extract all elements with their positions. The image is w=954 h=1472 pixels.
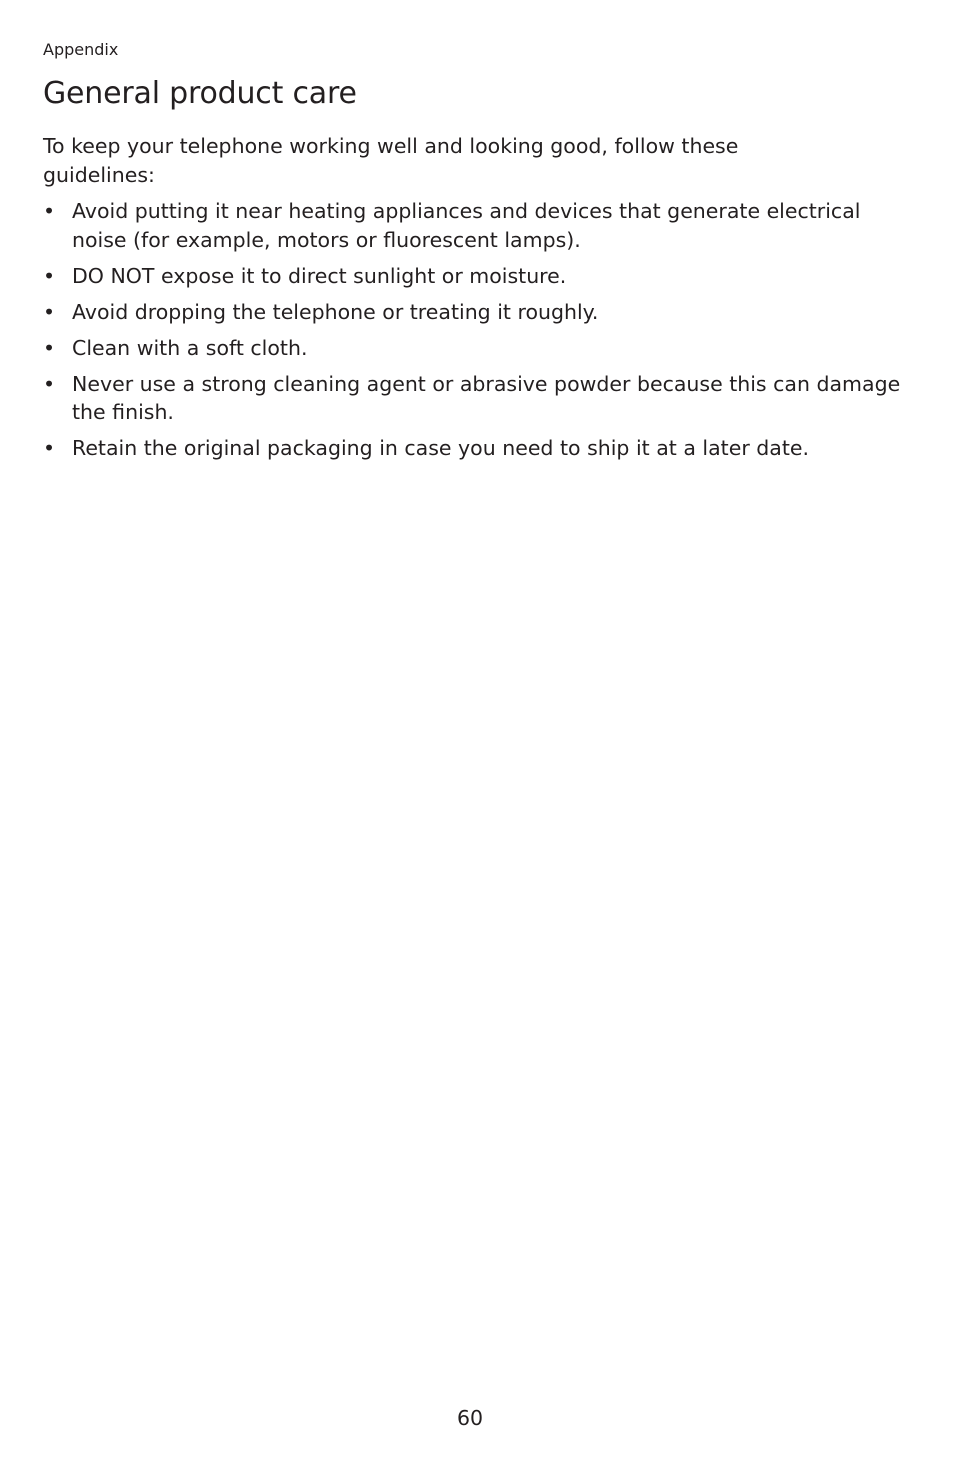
list-item <box>43 334 903 363</box>
list-item <box>43 262 903 291</box>
bullet-icon: • <box>43 371 56 396</box>
list-item-text: Clean with a soft cloth. <box>72 335 308 360</box>
section-label: Appendix <box>43 40 119 59</box>
page-title: General product care <box>43 76 357 111</box>
list-item <box>43 370 903 427</box>
list-item-text: Never use a strong cleaning agent or abrasive powder because this can damage the finish. <box>72 371 901 424</box>
bullet-icon: • <box>43 436 56 460</box>
list-item <box>43 298 903 327</box>
list-item <box>43 197 903 254</box>
bullet-icon: • <box>43 299 56 324</box>
bullet-icon: • <box>43 263 56 288</box>
intro-paragraph: To keep your telephone working well and looking good, follow these guidelines: <box>43 134 739 187</box>
bullet-icon: • <box>43 199 56 223</box>
list-item-text: DO NOT expose it to direct sunlight or moisture. <box>72 263 567 288</box>
list-item <box>43 434 903 463</box>
list-item-text: Retain the original packaging in case you need to ship it at a later date. <box>72 436 809 460</box>
care-guidelines-list <box>43 197 903 470</box>
list-item-text: Avoid dropping the telephone or treating it roughly. <box>72 299 599 324</box>
bullet-icon: • <box>43 335 56 360</box>
list-item-text: Avoid putting it near heating appliances and devices that generate electrical noise (for example, motors or fluorescent lamps). <box>72 199 861 252</box>
page-number: 60 <box>456 1406 484 1430</box>
